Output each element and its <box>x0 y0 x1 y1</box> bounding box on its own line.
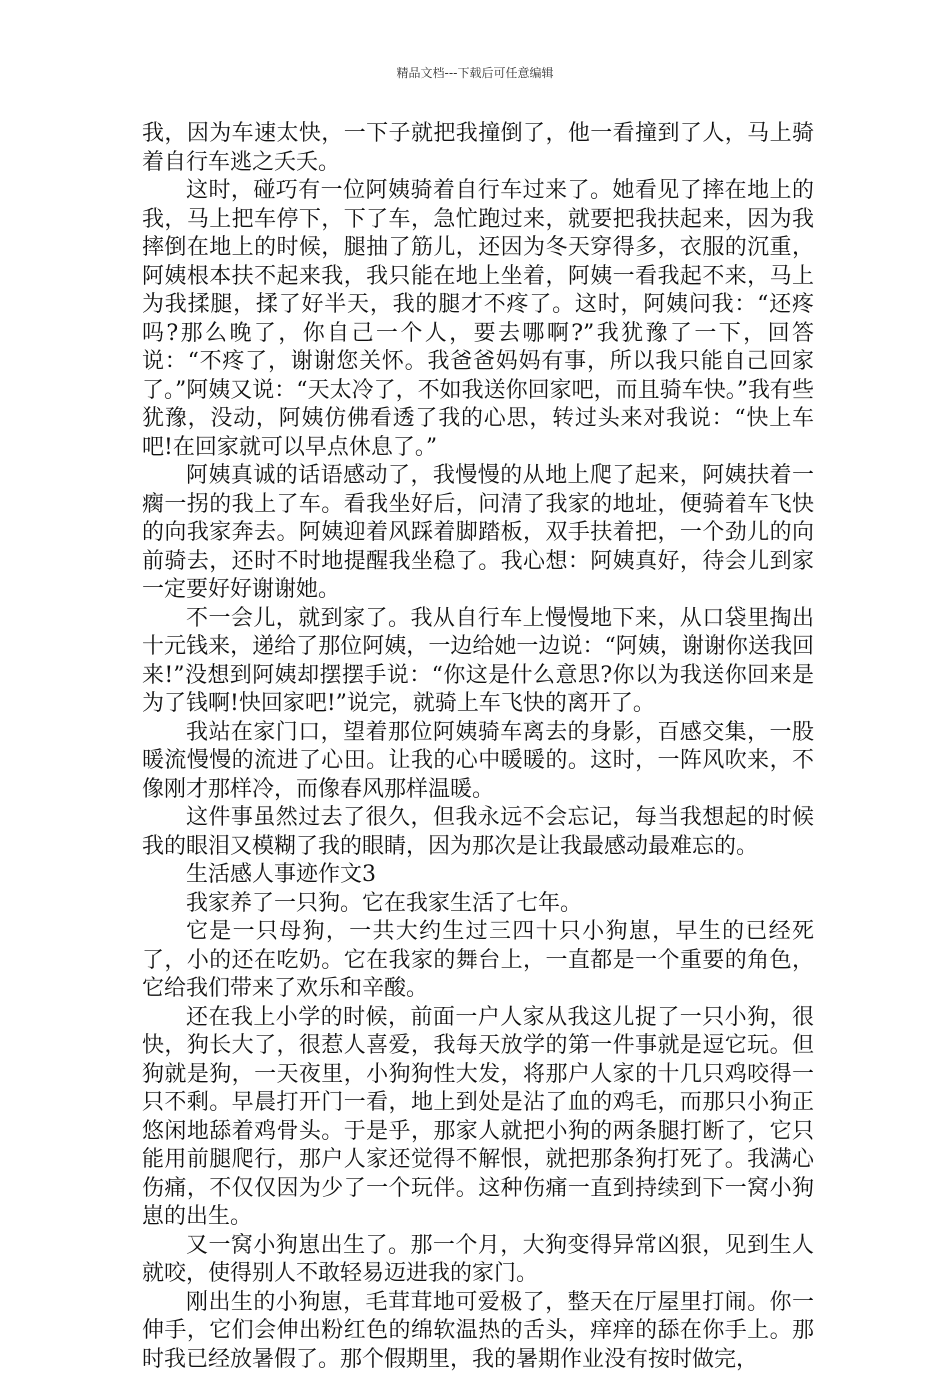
paragraph: 我，因为车速太快，一下子就把我撞倒了，他一看撞到了人，马上骑着自行车逃之夭夭。 <box>142 120 814 177</box>
paragraph: 它是一只母狗，一共大约生过三四十只小狗崽，早生的已经死了，小的还在吃奶。它在我家的舞台上，一直都是一个重要的角色，它给我们带来了欢乐和辛酸。 <box>142 918 814 1004</box>
page-header: 精品文档---下载后可任意编辑 <box>0 64 950 81</box>
paragraph: 这时，碰巧有一位阿姨骑着自行车过来了。她看见了摔在地上的我，马上把车停下，下了车，急忙跑过来，就要把我扶起来，因为我摔倒在地上的时候，腿抽了筋儿，还因为冬天穿得多，衣服的沉重，阿姨根本扶不起来我，我只能在地上坐着，阿姨一看我起不来，马上为我揉腿，揉了好半天，我的腿才不疼了。这时，阿姨问我：“还疼吗?那么晚了，你自己一个人，要去哪啊?”我犹豫了一下，回答说：“不疼了，谢谢您关怀。我爸爸妈妈有事，所以我只能自己回家了。”阿姨又说：“天太冷了，不如我送你回家吧，而且骑车快。”我有些犹豫，没动，阿姨仿佛看透了我的心思，转过头来对我说：“快上车吧!在回家就可以早点休息了。” <box>142 177 814 462</box>
paragraph: 还在我上小学的时候，前面一户人家从我这儿捉了一只小狗，很快，狗长大了，很惹人喜爱，我每天放学的第一件事就是逗它玩。但狗就是狗，一天夜里，小狗狗性大发，将那户人家的十几只鸡咬得一只不剩。早晨打开门一看，地上到处是沾了血的鸡毛，而那只小狗正悠闲地舔着鸡骨头。于是乎，那家人就把小狗的两条腿打断了，它只能用前腿爬行，那户人家还觉得不解恨，就把那条狗打死了。我满心伤痛，不仅仅因为少了一个玩伴。这种伤痛一直到持续到下一窝小狗崽的出生。 <box>142 1004 814 1232</box>
paragraph: 我家养了一只狗。它在我家生活了七年。 <box>142 890 814 919</box>
document-body <box>142 120 814 1374</box>
paragraph: 不一会儿，就到家了。我从自行车上慢慢地下来，从口袋里掏出十元钱来，递给了那位阿姨，一边给她一边说：“阿姨，谢谢你送我回来!”没想到阿姨却摆摆手说：“你这是什么意思?你以为我送你回来是为了钱啊!快回家吧!”说完，就骑上车飞快的离开了。 <box>142 605 814 719</box>
paragraph: 我站在家门口，望着那位阿姨骑车离去的身影，百感交集，一股暖流慢慢的流进了心田。让我的心中暖暖的。这时，一阵风吹来，不像刚才那样冷，而像春风那样温暖。 <box>142 719 814 805</box>
paragraph: 这件事虽然过去了很久，但我永远不会忘记，每当我想起的时候我的眼泪又模糊了我的眼睛，因为那次是让我最感动最难忘的。 <box>142 804 814 861</box>
paragraph: 又一窝小狗崽出生了。那一个月，大狗变得异常凶狠，见到生人就咬，使得别人不敢轻易迈进我的家门。 <box>142 1232 814 1289</box>
paragraph: 刚出生的小狗崽，毛茸茸地可爱极了，整天在厅屋里打闹。你一伸手，它们会伸出粉红色的绵软温热的舌头，痒痒的舔在你手上。那时我已经放暑假了。那个假期里，我的暑期作业没有按时做完， <box>142 1289 814 1374</box>
paragraph: 阿姨真诚的话语感动了，我慢慢的从地上爬了起来，阿姨扶着一瘸一拐的我上了车。看我坐好后，问清了我家的地址，便骑着车飞快的向我家奔去。阿姨迎着风踩着脚踏板，双手扶着把，一个劲儿的向前骑去，还时不时地提醒我坐稳了。我心想：阿姨真好，待会儿到家一定要好好谢谢她。 <box>142 462 814 605</box>
section-heading: 生活感人事迹作文3 <box>142 861 814 890</box>
